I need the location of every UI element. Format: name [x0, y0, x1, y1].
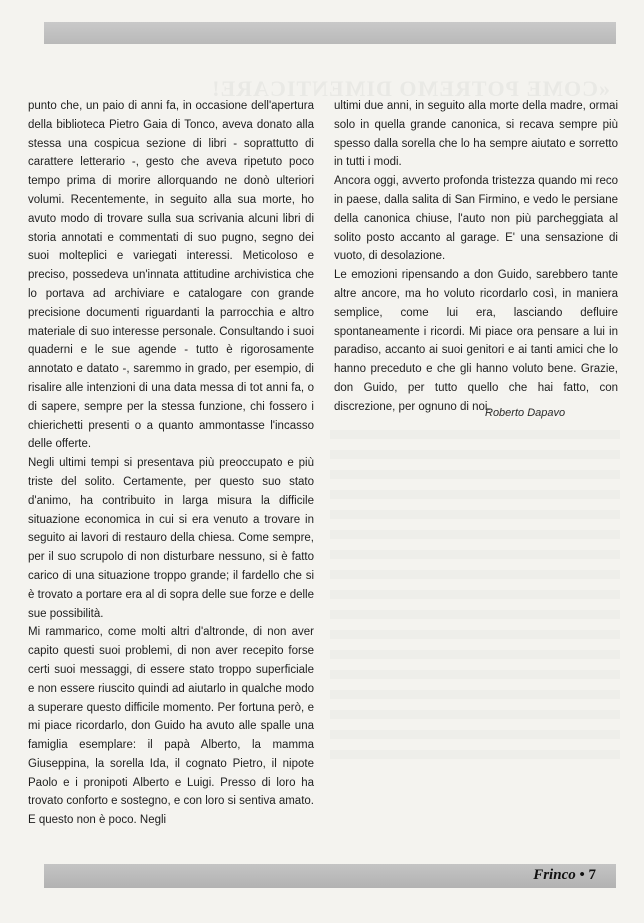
right-paragraph-2: Ancora oggi, avverto profonda tristezza quando mi reco in paese, dalla salita di San Firmino, e vedo le persiane della canonica chiuse, l'auto non più parcheggiata al solito posto accanto al garage. E' una sensazione di vuoto, di desolazione.: [334, 175, 618, 263]
right-paragraph-3: Le emozioni ripensando a don Guido, sarebbero tante altre ancore, ma ho voluto ricordarlo così, in maniera semplice, come lui era, lasciando defluire spontaneamente i ricordi. Mi piace ora pensare a lui in paradiso, accanto ai suoi genitori e ai tanti amici che lo hanno preceduto e che gli hanno voluto bene. Grazie, don Guido, per tutto quello che hai fatto, con discrezione, per ognuno di noi.: [334, 269, 618, 413]
right-column: [334, 97, 618, 417]
right-paragraph-1: ultimi due anni, in seguito alla morte della madre, ormai solo in quella grande canonica, si recava sempre più spesso dalla sorella che lo ha sempre aiutato e sorretto in tutti i modi.: [334, 100, 618, 169]
left-paragraph-3: Mi rammarico, come molti altri d'altronde, di non aver capito questi suoi problemi, di non aver recepito forse certi suoi messaggi, di essere stato troppo superficiale e non essere riuscito quindi ad aiutarlo in qualche modo a superare questo difficile momento. Per fortuna però, e mi piace ricordarlo, don Guido ha avuto alle spalle una famiglia esemplare: il papà Alberto, la mamma Giuseppina, la sorella Ida, il cognato Pietro, il nipote Paolo e i pronipoti Alberto e Luigi. Presso di loro ha trovato conforto e sostegno, e con loro si sentiva amato. E questo non è poco. Negli: [28, 626, 314, 827]
left-paragraph-1: punto che, un paio di anni fa, in occasione dell'apertura della biblioteca Pietro Gaia di Tonco, aveva donato alla stessa una cospicua sezione di libri - soprattutto di carattere letterario -, gesto che aveva ripetuto poco tempo prima di morire allorquando ne donò ulteriori volumi. Recentemente, in seguito alla sua morte, ho avuto modo di trovare sulla sua scrivania alcuni libri di storia annotati e commentati di suo pugno, segno dei suoi molteplici e variegati interessi. Meticoloso e preciso, possedeva un'innata attitudine archivistica che lo portava ad archiviare e catalogare con grande precisione documenti riguardanti la parrocchia e altro materiale di suo interesse personale. Consultando i suoi quaderni e le sue agende - tutto è rigorosamente annotato e datato -, saremmo in grado, per esempio, di risalire alle intenzioni di una data messa di tot anni fa, o di sapere, sempre per la stessa funzione, chi fossero i chierichetti presenti o a quanto ammontasse l'incasso delle offerte.: [28, 100, 314, 451]
magazine-name: Frinco: [533, 867, 576, 883]
footer-band: [44, 864, 616, 888]
bleed-through-text: [330, 430, 620, 770]
page-number: 7: [588, 867, 596, 883]
footer-separator: •: [579, 867, 585, 883]
author-signature: Roberto Dapavo: [485, 407, 566, 419]
left-paragraph-2: Negli ultimi tempi si presentava più preoccupato e più triste del solito. Certamente, per questo suo stato d'animo, ha contribuito in larga misura la difficile situazione economica in cui si era venuto a trovare in seguito ai lavori di restauro della chiesa. Come sempre, per il suo scrupolo di non disturbare nessuno, si è fatto carico di una situazione troppo grande; il fardello che si è trovato a portare era al di sopra delle sue forze e delle sue possibilità.: [28, 457, 314, 620]
left-column: [28, 97, 314, 830]
page-footer-label: [533, 867, 596, 884]
bleed-through-title: «COME POTREMO DIMENTICARE!: [211, 76, 610, 101]
header-band: [44, 22, 616, 44]
